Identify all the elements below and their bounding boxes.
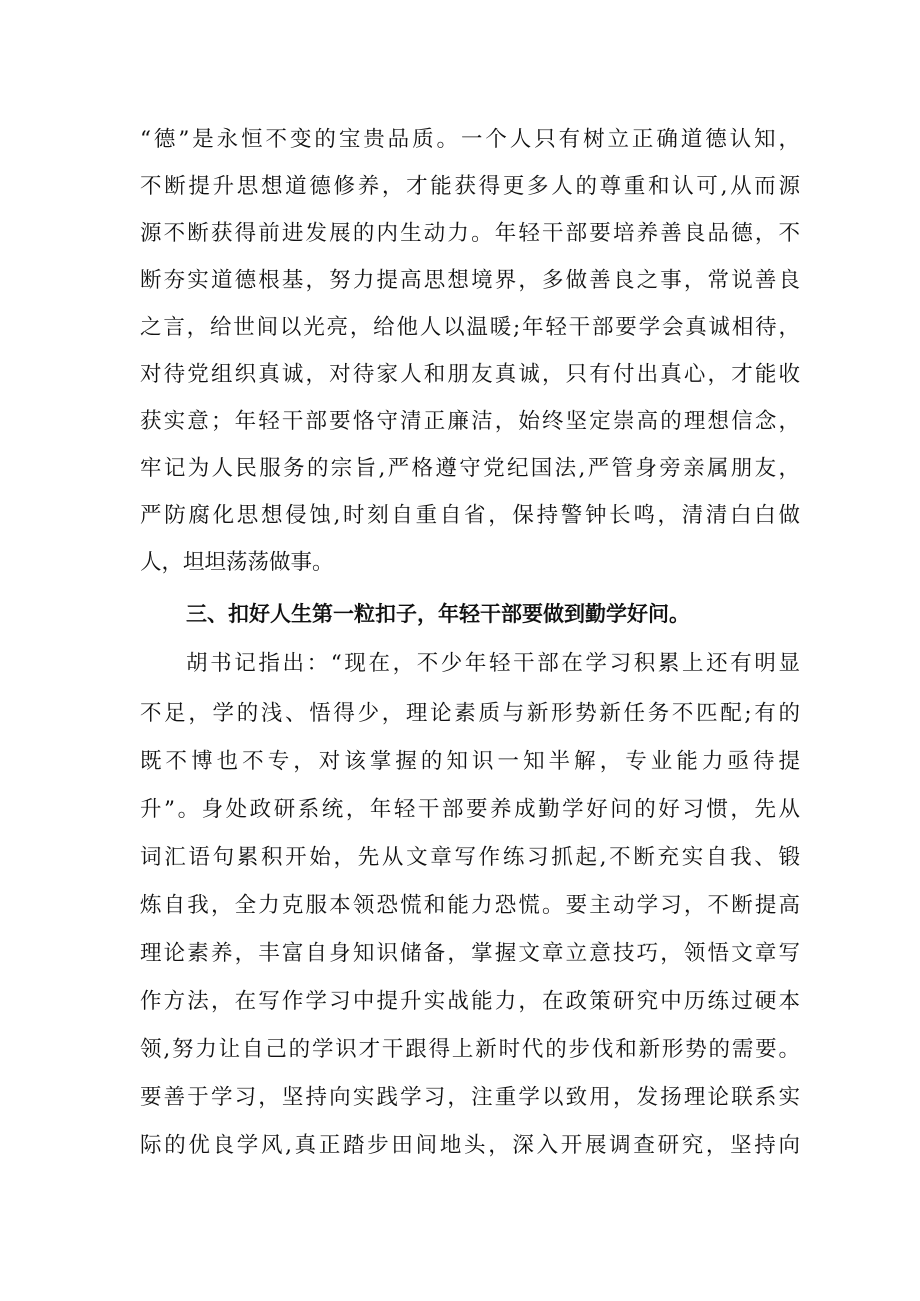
text-line: 作方法，在写作学习中提升实战能力，在政策研究中历练过硬本: [140, 989, 800, 1014]
text-line: 不断提升思想道德修养，才能获得更多人的尊重和认可,从而源: [140, 174, 800, 199]
text-line: 牢记为人民服务的宗旨,严格遵守党纪国法,严管身旁亲属朋友，: [140, 456, 800, 481]
text-line: 炼自我，全力克服本领恐慌和能力恐慌。要主动学习，不断提高: [140, 893, 800, 918]
text-line: 不足，学的浅、悟得少，理论素质与新形势新任务不匹配;有的: [140, 701, 800, 726]
text-line: 理论素养，丰富自身知识储备，掌握文章立意技巧，领悟文章写: [140, 941, 800, 966]
text-line: 胡书记指出：“现在，不少年轻干部在学习积累上还有明显: [186, 651, 800, 676]
text-line: 严防腐化思想侵蚀,时刻自重自省，保持警钟长鸣，清清白白做: [140, 503, 800, 528]
text-line: 词汇语句累积开始，先从文章写作练习抓起,不断充实自我、锻: [140, 845, 800, 870]
text-line: 断夯实道德根基，努力提高思想境界，多做善良之事，常说善良: [140, 268, 800, 293]
text-line: 领,努力让自己的学识才干跟得上新时代的步伐和新形势的需要。: [140, 1037, 800, 1062]
text-line: 际的优良学风,真正踏步田间地头，深入开展调查研究，坚持向: [140, 1133, 800, 1158]
text-line: 获实意；年轻干部要恪守清正廉洁，始终坚定崇高的理想信念，: [140, 409, 800, 434]
text-line: “德”是永恒不变的宝贵品质。一个人只有树立正确道德认知，: [140, 127, 800, 152]
text-line: 升”。身处政研系统，年轻干部要养成勤学好问的好习惯，先从: [140, 797, 800, 822]
text-line: 既不博也不专，对该掌握的知识一知半解，专业能力亟待提: [140, 749, 800, 774]
text-line: 源不断获得前进发展的内生动力。年轻干部要培养善良品德，不: [140, 221, 800, 246]
section-heading: 三、扣好人生第一粒扣子，年轻干部要做到勤学好问。: [186, 602, 690, 626]
text-line: 之言，给世间以光亮，给他人以温暖;年轻干部要学会真诚相待，: [140, 315, 800, 340]
text-line: 对待党组织真诚，对待家人和朋友真诚，只有付出真心，才能收: [140, 362, 800, 387]
text-line: 人，坦坦荡荡做事。: [140, 550, 334, 575]
text-line: 要善于学习，坚持向实践学习，注重学以致用，发扬理论联系实: [140, 1085, 800, 1110]
